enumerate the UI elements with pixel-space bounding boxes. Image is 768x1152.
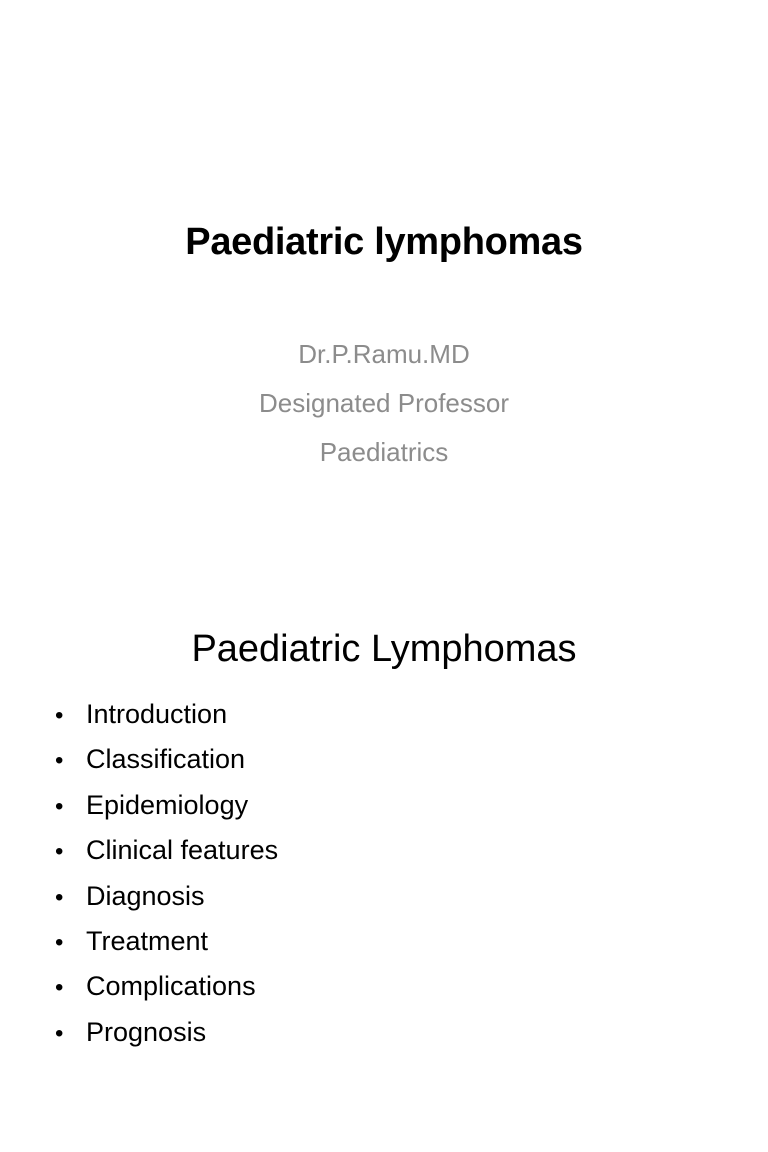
list-item-text: Classification <box>86 744 246 775</box>
slide-title: Paediatric Lymphomas <box>191 628 577 670</box>
bullet-icon: • <box>55 747 64 775</box>
bullet-list <box>55 692 278 1055</box>
list-item <box>55 737 278 782</box>
list-item-text: Complications <box>86 971 256 1002</box>
bullet-icon: • <box>55 883 64 911</box>
list-item-text: Prognosis <box>86 1016 207 1047</box>
bullet-icon: • <box>55 928 64 956</box>
bullet-icon: • <box>55 974 64 1002</box>
bullet-icon: • <box>55 1019 64 1047</box>
bullet-icon: • <box>55 838 64 866</box>
slide-title: Paediatric lymphomas <box>185 221 583 263</box>
slide-subtitle <box>0 330 768 477</box>
list-item-text: Introduction <box>86 699 228 729</box>
list-item <box>55 828 278 873</box>
list-item-text: Clinical features <box>86 835 279 866</box>
list-item <box>55 874 278 919</box>
bullet-icon: • <box>55 792 64 820</box>
author-name: Dr.P.Ramu.MD <box>298 339 470 369</box>
bullet-icon: • <box>55 702 64 729</box>
list-item-text: Diagnosis <box>86 880 205 911</box>
list-item-text: Treatment <box>86 925 209 956</box>
author-department: Paediatrics <box>319 437 449 467</box>
list-item <box>55 964 278 1009</box>
list-item-text: Epidemiology <box>86 789 249 820</box>
list-item <box>55 919 278 964</box>
list-item <box>55 1010 278 1055</box>
author-designation: Designated Professor <box>258 388 510 418</box>
list-item <box>55 783 278 828</box>
contents-slide <box>0 576 768 1152</box>
list-item <box>55 692 278 737</box>
